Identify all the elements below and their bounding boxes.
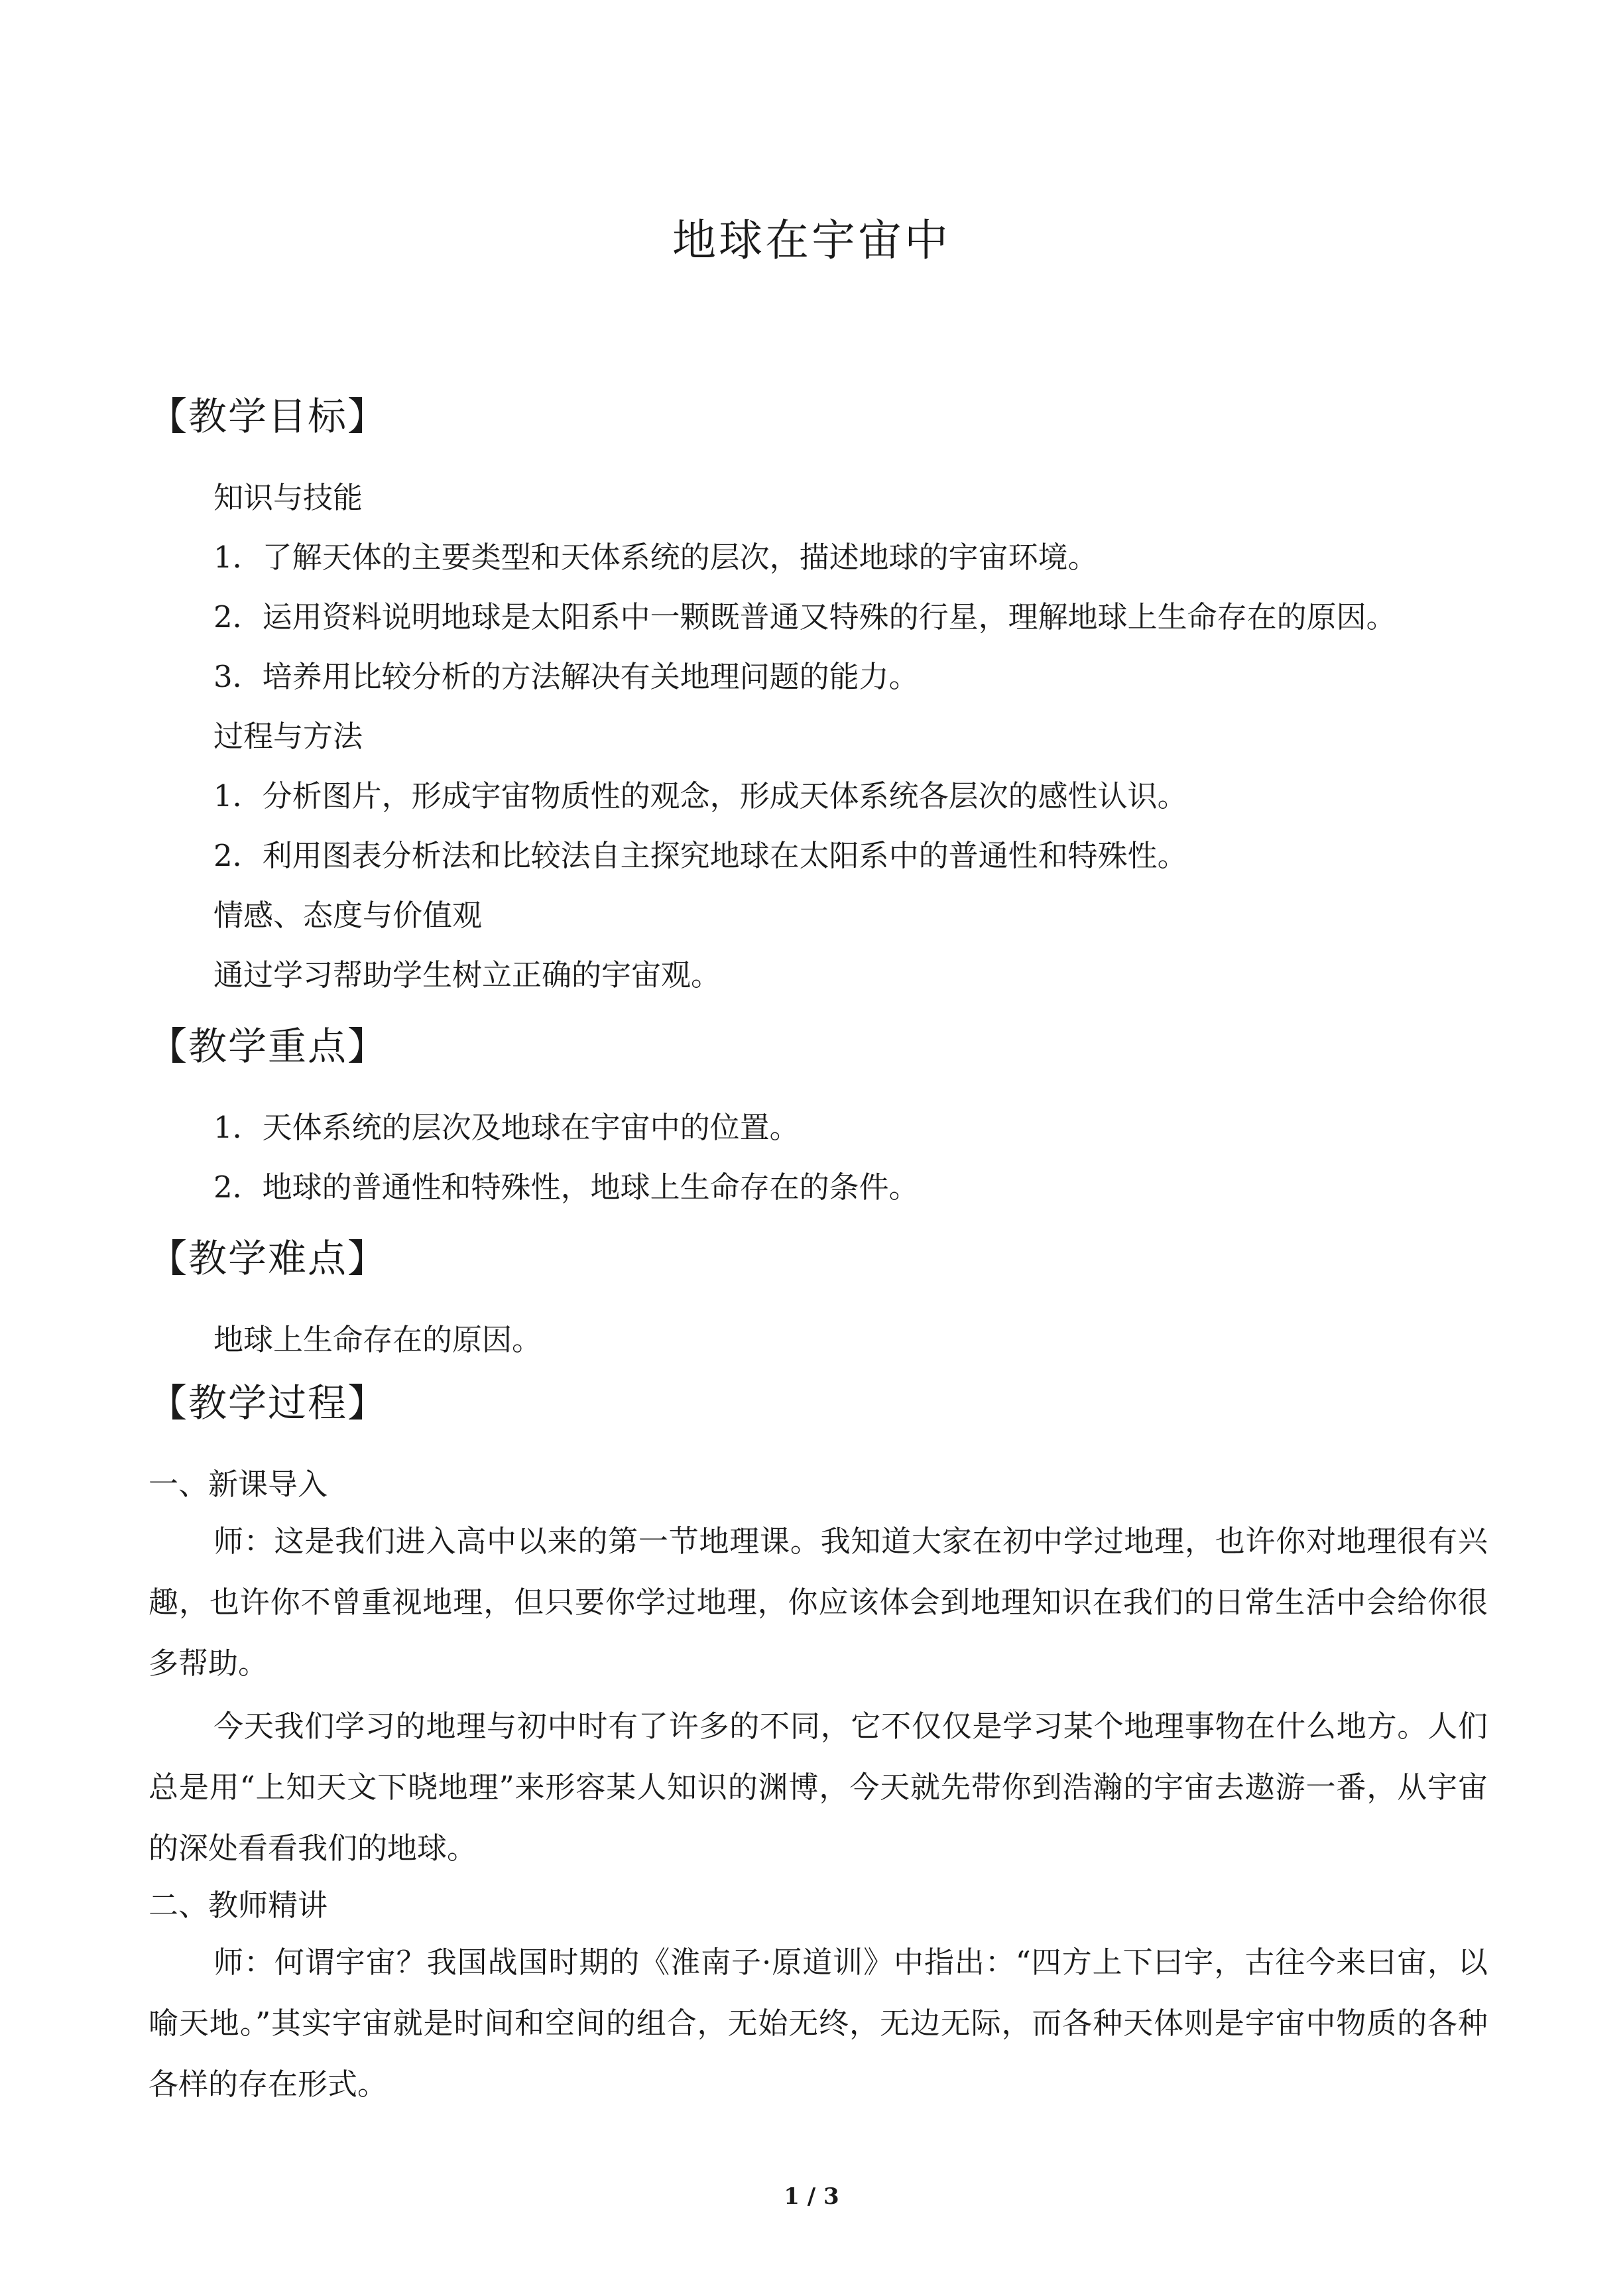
objective-item: 3．培养用比较分析的方法解决有关地理问题的能力。	[213, 659, 919, 694]
difficulty-text: 地球上生命存在的原因。	[213, 1322, 542, 1357]
paragraph: 今天我们学习的地理与初中时有了许多的不同，它不仅仅是学习某个地理事物在什么地方。人们总是用“上知天文下晓地理”来形容某人知识的渊博，今天就先带你到浩瀚的宇宙去遨游一番，从宇宙的深处看看我们的地球。	[149, 1709, 1488, 1866]
heading-difficulties: 【教学难点】	[149, 1236, 388, 1281]
key-point-item: 1．天体系统的层次及地球在宇宙中的位置。	[213, 1110, 800, 1145]
label-part2: 二、教师精讲	[149, 1888, 328, 1923]
objective-item: 1．分析图片，形成宇宙物质性的观念，形成天体系统各层次的感性认识。	[213, 778, 1187, 814]
objective-item: 2．运用资料说明地球是太阳系中一颗既普通又特殊的行星，理解地球上生命存在的原因。	[213, 599, 1396, 634]
emotions-values-text: 通过学习帮助学生树立正确的宇宙观。	[213, 957, 721, 993]
label-emotions-values: 情感、态度与价值观	[213, 898, 483, 933]
label-process-methods: 过程与方法	[213, 719, 363, 754]
heading-key-points: 【教学重点】	[149, 1024, 388, 1069]
heading-objectives: 【教学目标】	[149, 394, 388, 439]
objective-item: 2．利用图表分析法和比较法自主探究地球在太阳系中的普通性和特殊性。	[213, 838, 1187, 873]
paragraph: 师：这是我们进入高中以来的第一节地理课。我知道大家在初中学过地理，也许你对地理很有兴趣，也许你不曾重视地理，但只要你学过地理，你应该体会到地理知识在我们的日常生活中会给你很多帮助。	[149, 1524, 1488, 1681]
key-point-item: 2．地球的普通性和特殊性，地球上生命存在的条件。	[213, 1170, 919, 1205]
paragraph: 师：何谓宇宙？我国战国时期的《淮南子·原道训》中指出：“四方上下曰宇，古往今来曰宙，以喻天地。”其实宇宙就是时间和空间的组合，无始无终，无边无际，而各种天体则是宇宙中物质的各种各样的存在形式。	[149, 1945, 1488, 2102]
label-part1: 一、新课导入	[149, 1467, 328, 1502]
page-title: 地球在宇宙中	[672, 215, 951, 266]
heading-process: 【教学过程】	[149, 1380, 388, 1425]
label-knowledge-skills: 知识与技能	[213, 480, 363, 515]
objective-item: 1．了解天体的主要类型和天体系统的层次，描述地球的宇宙环境。	[213, 540, 1098, 575]
page-number: 1 / 3	[784, 2183, 839, 2210]
